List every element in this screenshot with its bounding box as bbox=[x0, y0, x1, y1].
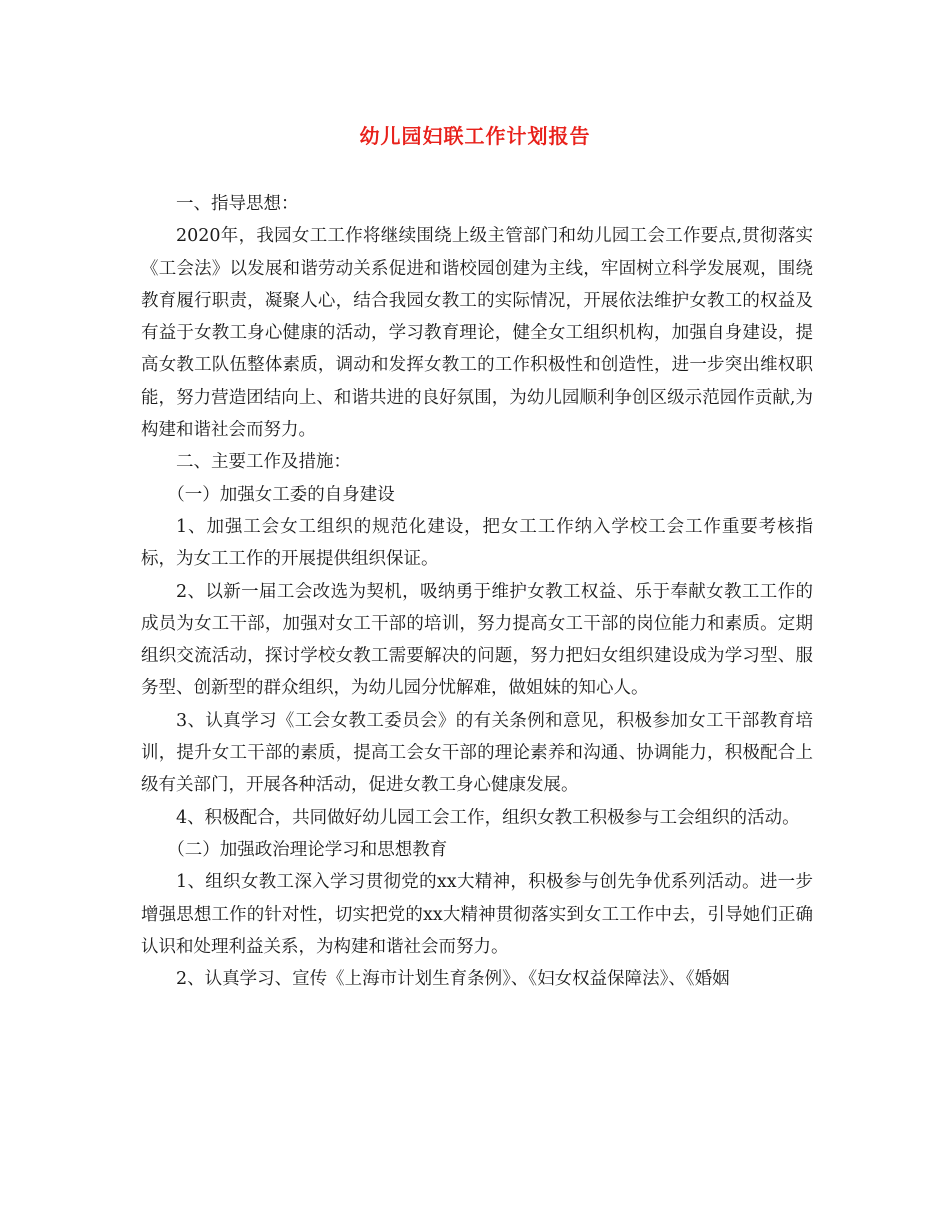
paragraph: 2、认真学习、宣传《上海市计划生育条例》、《妇女权益保障法》、《婚姻 bbox=[176, 969, 730, 990]
paragraph: 1、加强工会女工组织的规范化建设，把女工工作纳入学校工会工作重要考核指标，为女工工作的开展提供组织保证。 bbox=[141, 516, 813, 570]
paragraph: 2、以新一届工会改选为契机，吸纳勇于维护女教工权益、乐于奉献女教工工作的成员为女工干部，加强对女工干部的培训，努力提高女工干部的岗位能力和素质。定期组织交流活动，探讨学校女教工需要解决的问题，努力把妇女组织建设成为学习型、服务型、创新型的群众组织，为幼儿园分忧解难，做姐妹的知心人。 bbox=[141, 581, 813, 699]
paragraph: 2020年，我园女工工作将继续围绕上级主管部门和幼儿园工会工作要点,贯彻落实《工会法》以发展和谐劳动关系促进和谐校园创建为主线，牢固树立科学发展观，围绕教育履行职责，凝聚人心，结合我园女教工的实际情况，开展依法维护女教工的权益及有益于女教工身心健康的活动，学习教育理论，健全女工组织机构，加强自身建设，提高女教工队伍整体素质，调动和发挥女教工的工作积极性和创造性，进一步突出维权职能，努力营造团结向上、和谐共进的良好氛围，为幼儿园顺利争创区级示范园作贡献,为构建和谐社会而努力。 bbox=[141, 226, 813, 441]
subsection-heading: （一）加强女工委的自身建设 bbox=[167, 484, 395, 505]
subsection-heading: （二）加强政治理论学习和思想教育 bbox=[167, 839, 448, 860]
paragraph: 4、积极配合，共同做好幼儿园工会工作，组织女教工积极参与工会组织的活动。 bbox=[176, 807, 800, 828]
document-body bbox=[141, 188, 813, 995]
paragraph: 1、组织女教工深入学习贯彻党的xx大精神，积极参与创先争优系列活动。进一步增强思想工作的针对性，切实把党的xx大精神贯彻落实到女工工作中去，引导她们正确认识和处理利益关系，为构建和谐社会而努力。 bbox=[141, 872, 813, 957]
paragraph: 3、认真学习《工会女教工委员会》的有关条例和意见，积极参加女工干部教育培训，提升女工干部的素质，提高工会女干部的理论素养和沟通、协调能力，积极配合上级有关部门，开展各种活动，促进女教工身心健康发展。 bbox=[141, 710, 813, 796]
section-heading: 二、主要工作及措施： bbox=[176, 452, 351, 473]
section-heading: 一、指导思想： bbox=[176, 194, 299, 214]
document-title: 幼儿园妇联工作计划报告 bbox=[359, 124, 591, 148]
